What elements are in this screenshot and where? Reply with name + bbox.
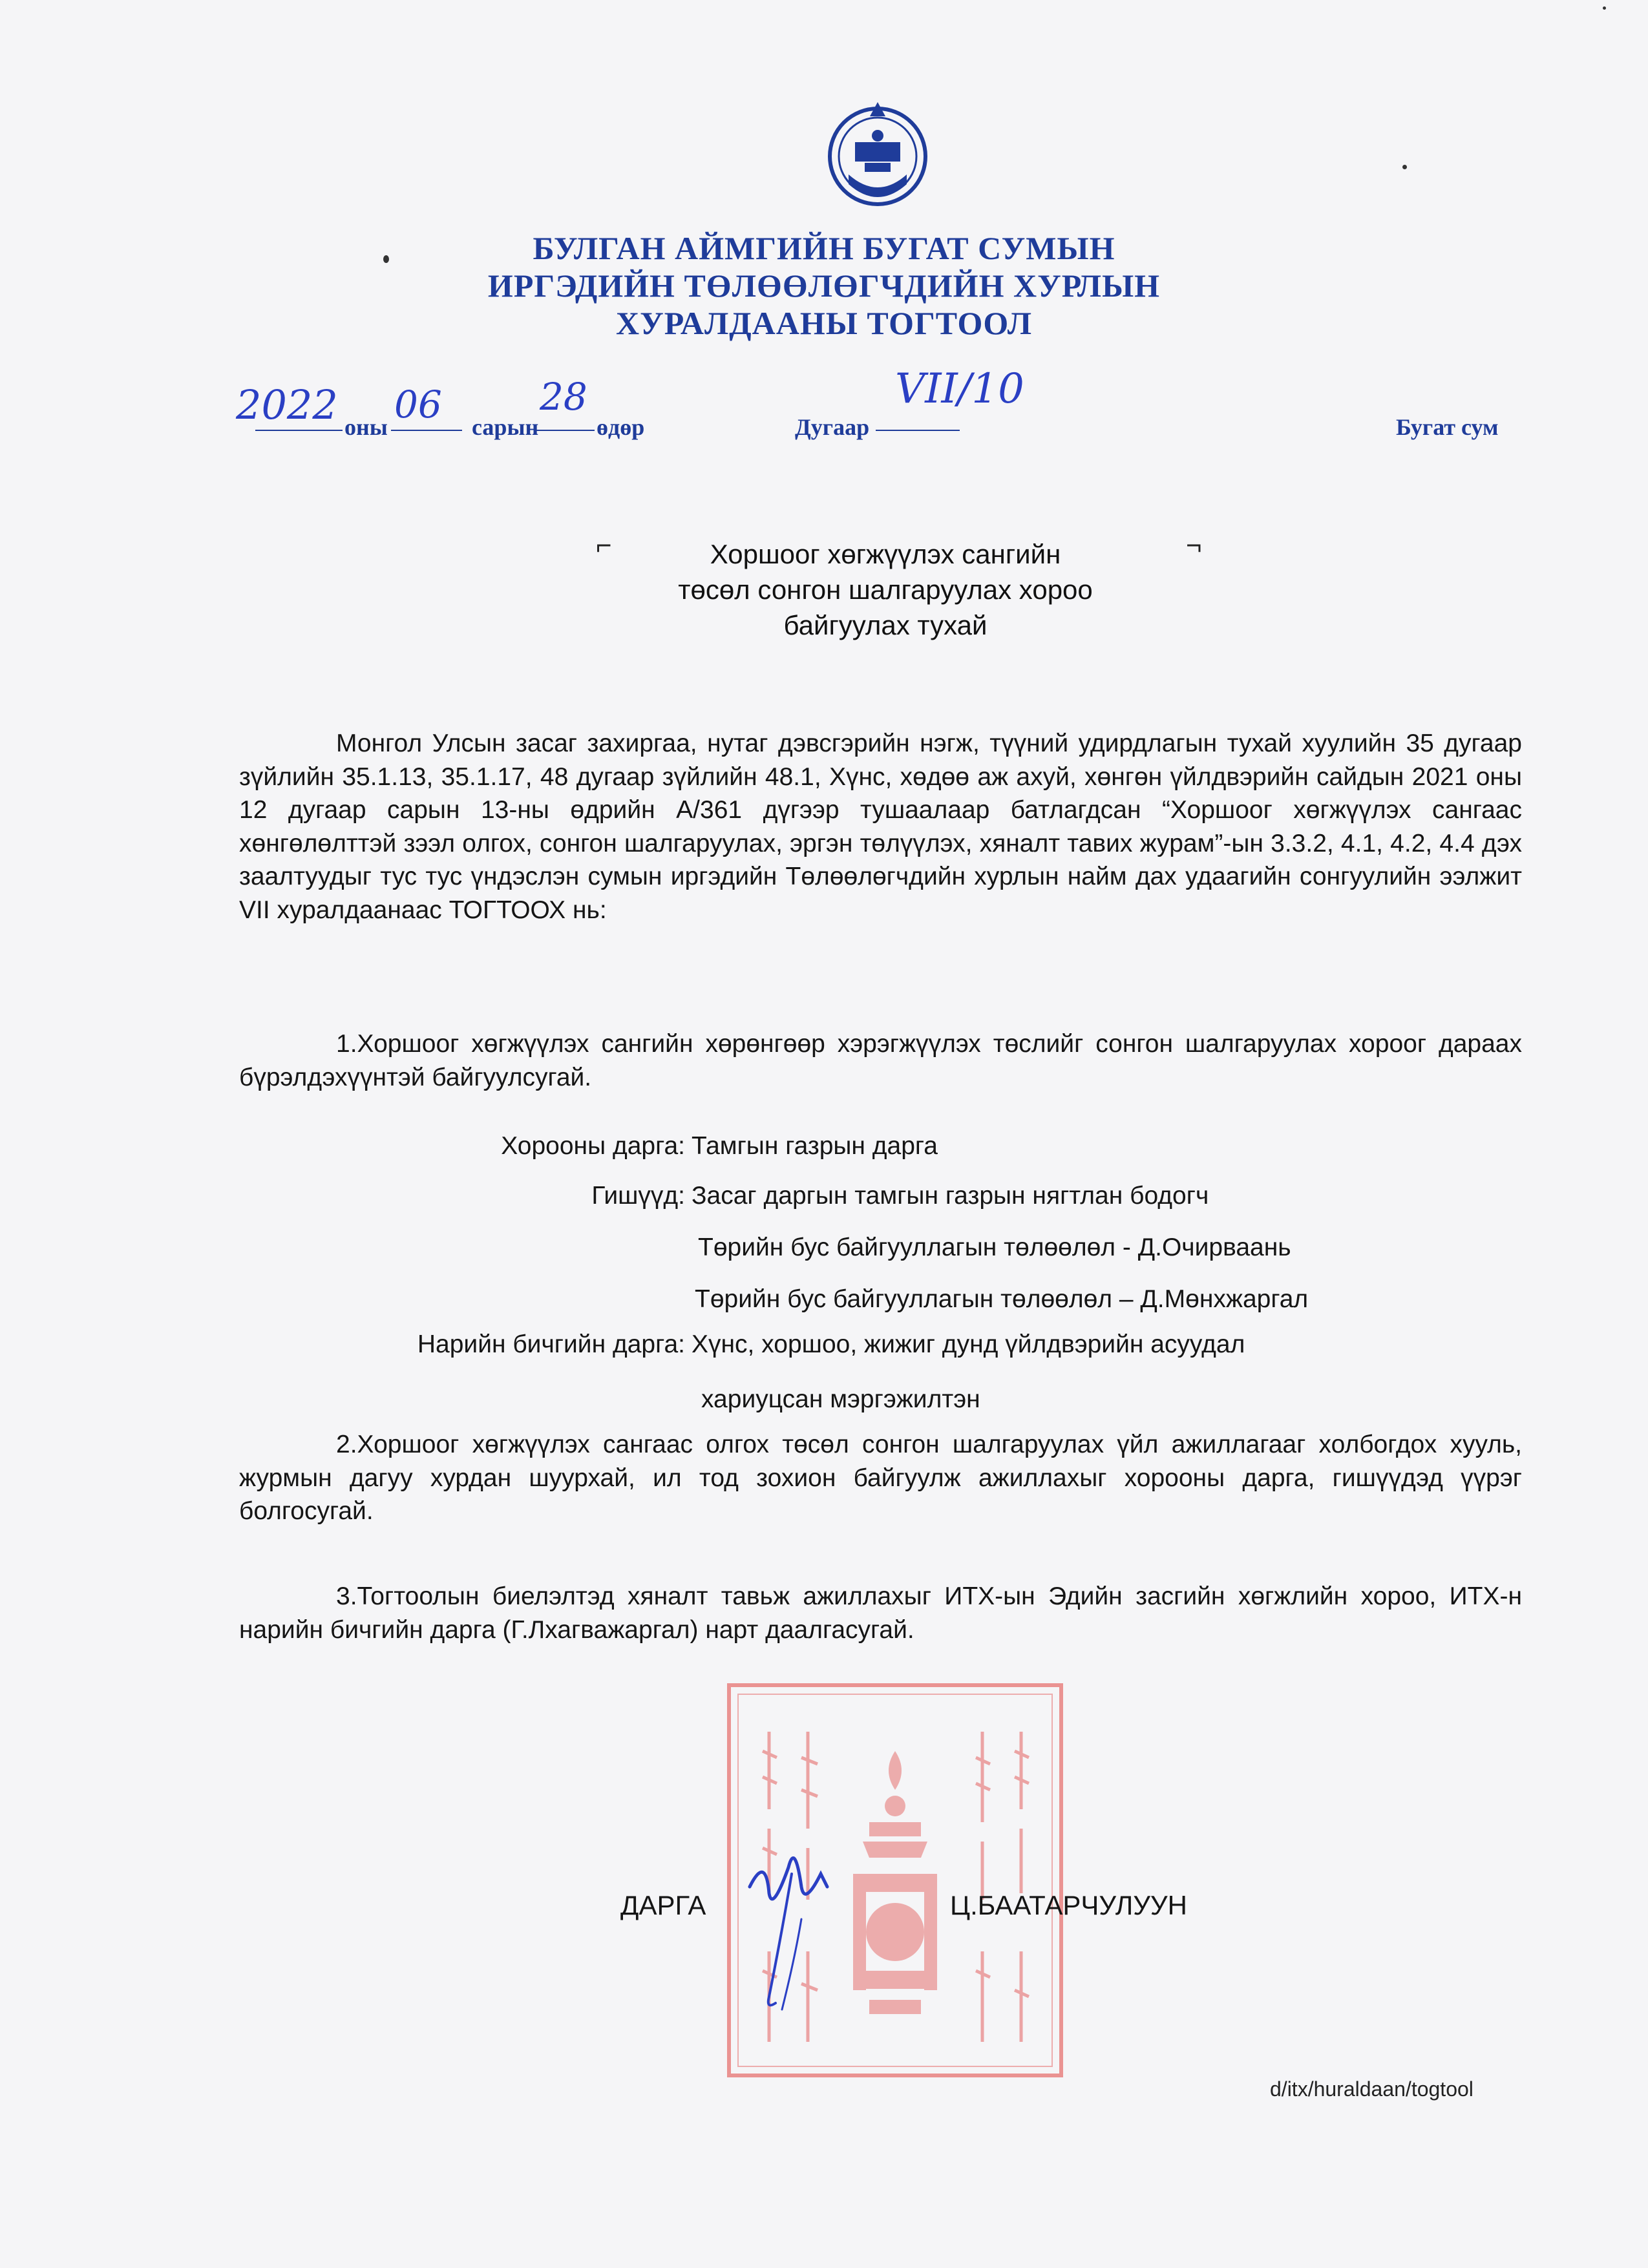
item-3	[239, 1580, 1522, 1646]
scan-speck	[1402, 165, 1407, 169]
preamble	[239, 727, 1522, 927]
subject-line-1: Хоршоог хөгжүүлэх сангийн	[710, 539, 1061, 569]
number-underline	[876, 430, 960, 431]
date-month: 06	[394, 383, 442, 426]
meta-row	[229, 365, 1522, 452]
month-suffix: сарын	[472, 414, 539, 440]
member-3: Төрийн бус байгууллагын төлөөлөл – Д.Мөнхжаргал	[695, 1285, 1309, 1313]
place: Бугат сум	[1396, 414, 1499, 440]
day-underline	[536, 430, 595, 431]
secretary-value-2: хариуцсан мэргэжилтэн	[701, 1385, 980, 1413]
date-year: 2022	[236, 381, 338, 428]
member-2: Төрийн бус байгууллагын төлөөлөл - Д.Очирваань	[698, 1234, 1291, 1261]
month-underline	[391, 430, 462, 431]
members-label: Гишүүд:	[591, 1182, 685, 1210]
item-1-text: 1.Хоршоог хөгжүүлэх сангийн хөрөнгөөр хэрэгжүүлэх төслийг сонгон шалгаруулах хороог дараах бүрэлдэхүүнтэй байгуулсугай.	[239, 1030, 1522, 1091]
item-3-text: 3.Тогтоолын биелэлтэд хяналт тавьж ажиллахыг ИТХ-ын Эдийн засгийн хөгжлийн хороо, ИТХ-н нарийн бичгийн дарга (Г.Лхагважаргал) нарт даалгасугай.	[239, 1582, 1522, 1644]
signatory-name: Ц.БААТАРЧУЛУУН	[950, 1890, 1187, 1920]
year-suffix: оны	[344, 414, 388, 440]
signature-title: ДАРГА	[620, 1890, 706, 1920]
subject-title	[614, 536, 1157, 643]
number-label: Дугаар	[795, 414, 870, 440]
scan-speck	[383, 255, 389, 263]
header-line-1: БУЛГАН АЙМГИЙН БУГАТ СУМЫН	[533, 230, 1115, 266]
handwritten-signature	[730, 1816, 840, 2022]
item-1	[239, 1027, 1522, 1094]
scan-speck	[1603, 6, 1606, 10]
item-2-text: 2.Хоршоог хөгжүүлэх сангаас олгох төсөл сонгон шалгаруулах үйл ажиллагааг холбогдох хууль, журмын дагуу хурдан шуурхай, ил тод зохион байгуулж ажиллахыг хорооны дарга, гишүүдэд үүрэг болгосугай.	[239, 1431, 1522, 1525]
state-emblem-icon	[819, 97, 936, 216]
header-line-3: ХУРАЛДААНЫ ТОГТООЛ	[615, 305, 1033, 341]
file-path: d/itx/huraldaan/togtool	[1270, 2077, 1474, 2101]
day-suffix: өдөр	[597, 414, 645, 440]
secretary-value-1: Хүнс, хоршоо, жижиг дунд үйлдвэрийн асуудал	[692, 1330, 1245, 1358]
chair-label: Хорооны дарга:	[501, 1132, 685, 1160]
year-underline	[255, 430, 343, 431]
subject-bracket-right: ¬	[1186, 530, 1202, 560]
subject-line-3: байгуулах тухай	[783, 610, 988, 640]
document-number: VII/10	[895, 365, 1024, 413]
header-line-2: ИРГЭДИЙН ТӨЛӨӨЛӨГЧДИЙН ХУРЛЫН	[487, 268, 1161, 304]
subject-line-2: төсөл сонгон шалгаруулах хороо	[678, 574, 1093, 605]
preamble-text: Монгол Улсын засаг захиргаа, нутаг дэвсгэрийн нэгж, түүний удирдлагын тухай хуулийн 35 дугаар зүйлийн 35.1.13, 35.1.17, 48 дугаар зүйлийн 48.1, Хүнс, хөдөө аж ахуй, хөнгөн үйлдвэрийн сайдын 2021 оны 12 дугаар сарын 13-ны өдрийн А/361 дүгээр тушаалаар батлагдсан “Хоршоог хөгжүүлэх сангаас хөнгөлөлттэй зээл олгох, сонгон шалгаруулах, эргэн төлүүлэх, хяналт тавих журам”-ын 3.3.2, 4.1, 4.2, 4.4 дэх заалтуудыг тус тус үндэслэн сумын иргэдийн Төлөөлөгчдийн хурлын найм дах удаагийн сонгуулийн ээлжит VII хуралдаанаас ТОГТООХ нь:	[239, 730, 1522, 924]
secretary-label: Нарийн бичгийн дарга:	[417, 1330, 685, 1358]
member-1: Засаг даргын тамгын газрын нягтлан бодогч	[692, 1182, 1209, 1210]
date-day: 28	[540, 375, 587, 419]
chair-value: Тамгын газрын дарга	[692, 1132, 938, 1160]
subject-bracket-left: ⌐	[596, 530, 612, 560]
item-2	[239, 1428, 1522, 1528]
